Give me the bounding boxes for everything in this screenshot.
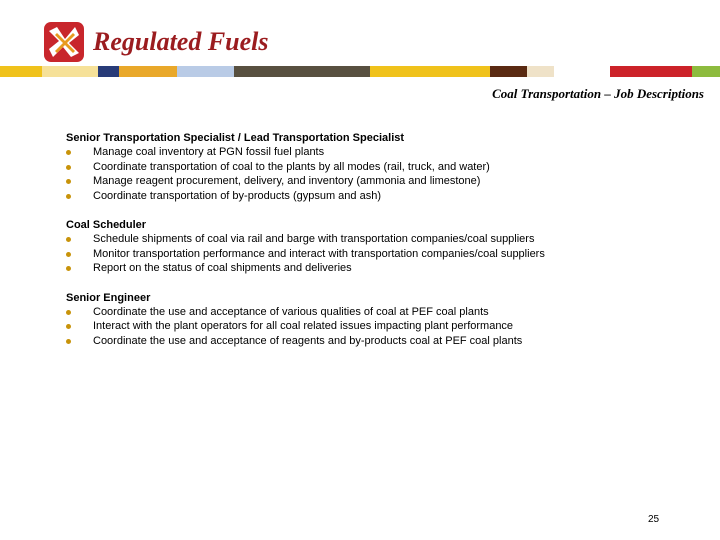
- bullet-icon: [66, 150, 71, 155]
- page-number: 25: [648, 514, 660, 525]
- responsibility-item: [66, 160, 706, 174]
- responsibility-text: Coordinate transportation of by-products (gypsum and ash): [93, 189, 381, 202]
- color-bar-segment: [234, 66, 370, 77]
- responsibility-text: Report on the status of coal shipments and deliveries: [93, 262, 352, 275]
- color-bar-segment: [692, 66, 720, 77]
- job-section: [66, 291, 706, 349]
- bullet-icon: [66, 179, 71, 184]
- responsibility-text: Coordinate the use and acceptance of reagents and by-products coal at PEF coal plants: [93, 334, 523, 347]
- color-bar-segment: [0, 66, 42, 77]
- color-bar-segment: [527, 66, 554, 77]
- responsibility-text: Manage coal inventory at PGN fossil fuel plants: [93, 146, 325, 159]
- responsibility-item: [66, 145, 706, 159]
- responsibility-item: [66, 305, 706, 319]
- responsibility-list: [66, 305, 706, 348]
- responsibility-item: [66, 319, 706, 333]
- job-section: [66, 218, 706, 276]
- job-section: [66, 131, 706, 203]
- decorative-color-bar: [0, 66, 720, 77]
- responsibility-item: [66, 174, 706, 188]
- job-descriptions-content: [66, 131, 706, 363]
- responsibility-text: Coordinate the use and acceptance of various qualities of coal at PEF coal plants: [93, 306, 489, 319]
- responsibility-list: [66, 145, 706, 203]
- responsibility-text: Schedule shipments of coal via rail and barge with transportation companies/coal suppliers: [93, 233, 535, 246]
- responsibility-item: [66, 232, 706, 246]
- responsibility-text: Monitor transportation performance and interact with transportation companies/coal suppliers: [93, 247, 545, 260]
- page-title: Regulated Fuels: [93, 27, 269, 56]
- responsibility-item: [66, 261, 706, 275]
- job-title: Coal Scheduler: [66, 219, 147, 232]
- responsibility-item: [66, 334, 706, 348]
- responsibility-text: Coordinate transportation of coal to the plants by all modes (rail, truck, and water): [93, 160, 490, 173]
- company-logo: [44, 22, 84, 62]
- responsibility-text: Interact with the plant operators for all coal related issues impacting plant performance: [93, 320, 514, 333]
- bullet-icon: [66, 237, 71, 242]
- bullet-icon: [66, 339, 71, 344]
- job-title: Senior Transportation Specialist / Lead Transportation Specialist: [66, 132, 405, 144]
- color-bar-segment: [177, 66, 234, 77]
- color-bar-segment: [42, 66, 98, 77]
- bullet-icon: [66, 194, 71, 199]
- job-title: Senior Engineer: [66, 291, 151, 304]
- bullet-icon: [66, 266, 71, 271]
- color-bar-segment: [119, 66, 177, 77]
- bullet-icon: [66, 324, 71, 329]
- color-bar-segment: [98, 66, 119, 77]
- color-bar-segment: [554, 66, 610, 77]
- color-bar-segment: [490, 66, 527, 77]
- bullet-icon: [66, 252, 71, 257]
- bullet-icon: [66, 310, 71, 315]
- responsibility-text: Manage reagent procurement, delivery, and inventory (ammonia and limestone): [93, 175, 481, 188]
- responsibility-item: [66, 189, 706, 203]
- responsibility-item: [66, 247, 706, 261]
- responsibility-list: [66, 232, 706, 275]
- slide-subtitle: Coal Transportation – Job Descriptions: [492, 86, 704, 101]
- color-bar-segment: [370, 66, 490, 77]
- bullet-icon: [66, 165, 71, 170]
- color-bar-segment: [610, 66, 692, 77]
